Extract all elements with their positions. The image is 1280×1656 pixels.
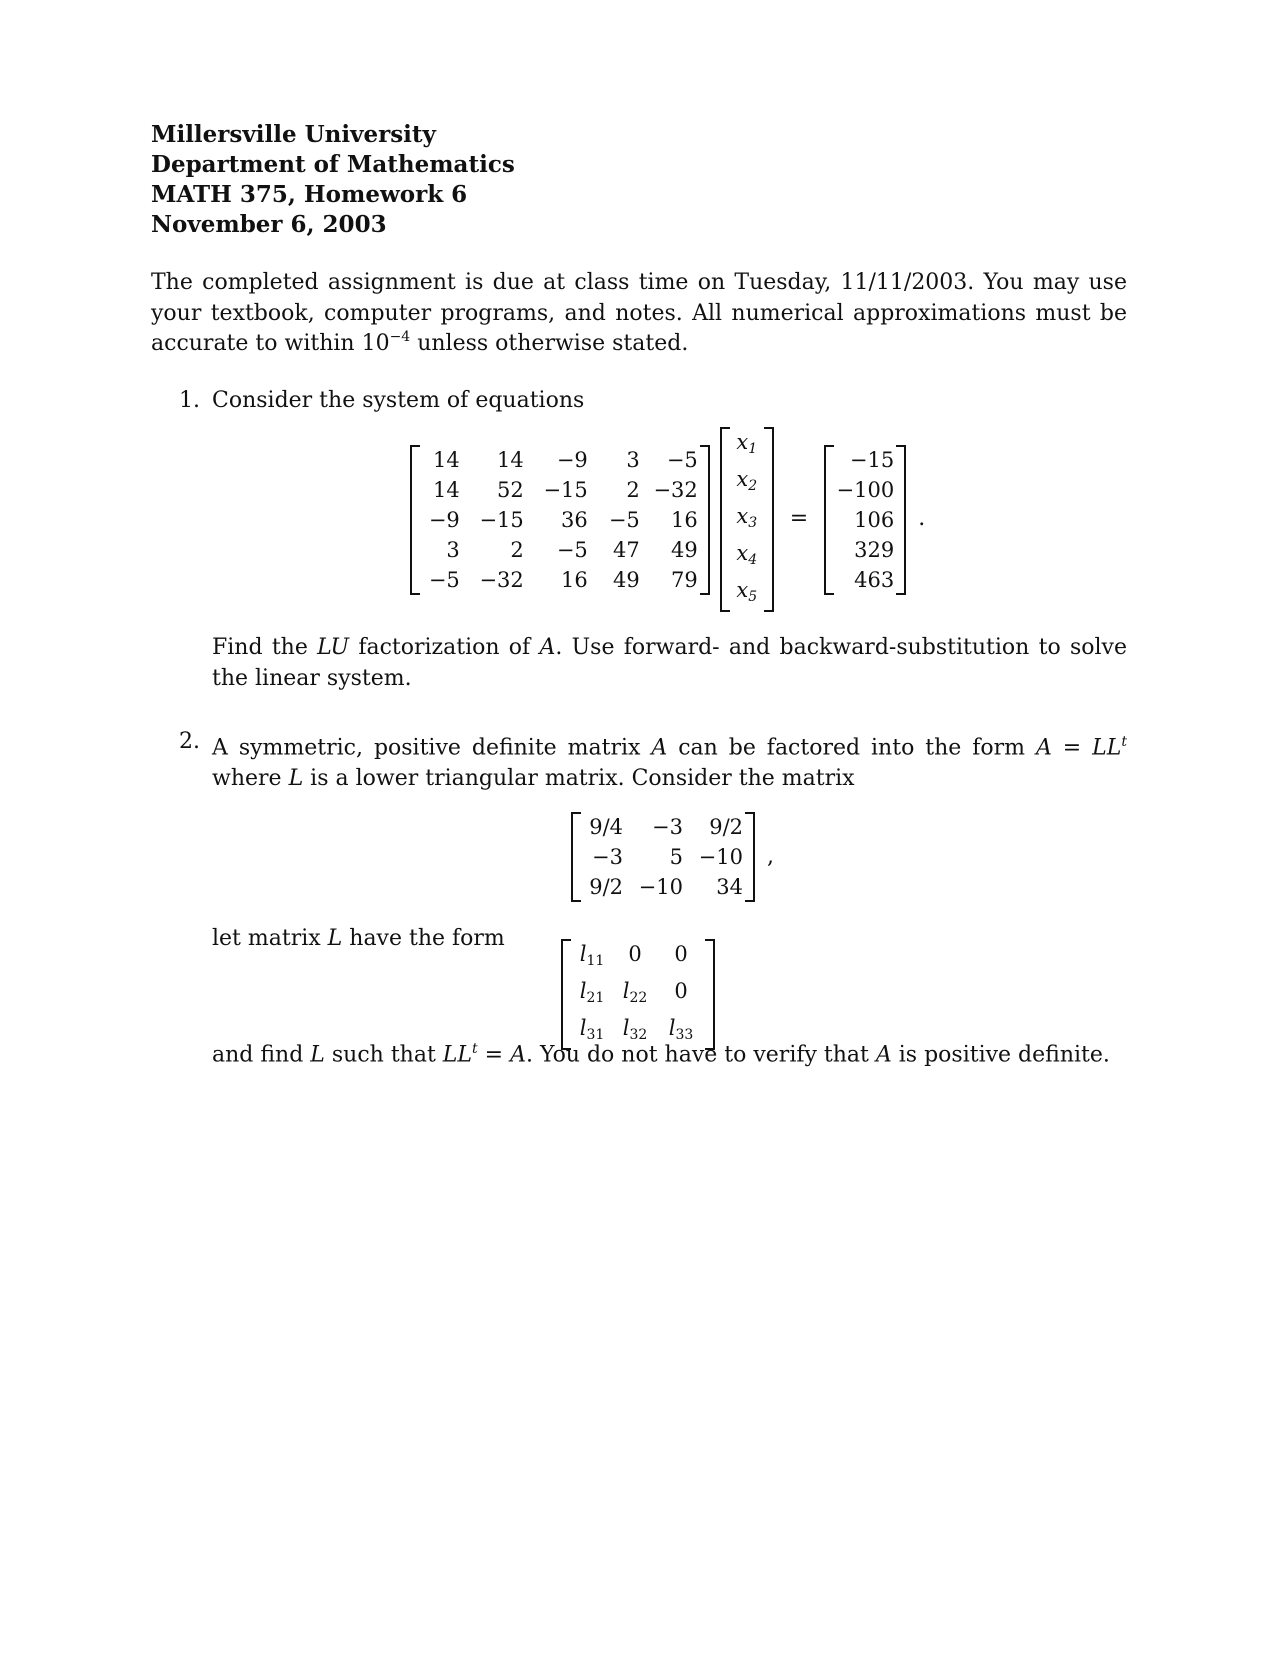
matrix-A-cell: −5	[666, 447, 698, 472]
matrix-L-cell: $l_{11}$	[579, 942, 605, 970]
problem-2	[151, 727, 1127, 1071]
problem-1-instruction: Find the LU factorization of A. Use forward- and backward-substitution to solve the linear system.	[212, 635, 1127, 691]
matrix-A-cell: 36	[561, 507, 588, 532]
vector-b	[824, 445, 906, 595]
problem-2-number: 2.	[179, 729, 200, 754]
matrix-S-cell: 34	[716, 875, 743, 900]
matrix-A	[410, 445, 710, 595]
vector-x-entry: $x_5$	[736, 578, 758, 605]
matrix-A-cell: −32	[479, 567, 524, 592]
problem-2-lead: A symmetric, positive definite matrix A can be factored into the form $A = LL^t$ where L is a lower triangular matrix. Consider the matrix	[212, 734, 1127, 791]
matrix-S-cell: −3	[652, 815, 683, 840]
matrix-A-cell: −9	[556, 447, 588, 472]
matrix-L-cell: $l_{21}$	[579, 979, 605, 1007]
vector-b-cell: −100	[836, 477, 895, 502]
vector-x-entry: $x_4$	[736, 541, 758, 568]
problem-1-number: 1.	[179, 387, 200, 413]
matrix-A-cell: 52	[497, 477, 524, 502]
matrix-A-cell: 47	[613, 537, 640, 562]
problem-1-lead: Consider the system of equations	[212, 387, 585, 413]
matrix-A-cell: 49	[613, 567, 640, 592]
header-date: November 6, 2003	[151, 211, 387, 238]
matrix-A-cell: 2	[510, 537, 524, 562]
matrix-A-cell: 2	[626, 477, 640, 502]
matrix-S-cell: 9/2	[589, 875, 623, 900]
matrix-S-comma: ,	[767, 844, 774, 870]
header-university: Millersville University	[151, 121, 436, 148]
problem-1	[151, 386, 1127, 695]
matrix-A-cell: −32	[653, 477, 698, 502]
matrix-L-cell: 0	[674, 942, 688, 967]
homework-page	[151, 120, 1127, 1071]
matrix-A-cell: 3	[446, 537, 460, 562]
equals-sign: =	[789, 506, 809, 532]
matrix-S-cell: −3	[592, 845, 623, 870]
vector-b-cell: −15	[849, 447, 895, 472]
symmetric-matrix-row	[218, 812, 1127, 902]
matrix-S-cell: −10	[698, 845, 743, 870]
matrix-A-cell: −9	[428, 507, 460, 532]
matrix-L-cell: 0	[628, 942, 642, 967]
matrix-S-cell: 9/4	[589, 815, 623, 840]
lower-matrix-section	[212, 924, 1127, 1044]
matrix-L-cell: $l_{22}$	[622, 979, 648, 1007]
matrix-A-cell: 14	[433, 447, 460, 472]
let-matrix-text: let matrix L have the form	[212, 926, 505, 952]
matrix-L-cell: $l_{32}$	[622, 1016, 648, 1044]
matrix-A-cell: −15	[479, 507, 524, 532]
vector-b-cell: 463	[854, 567, 895, 592]
matrix-L-cell: 0	[674, 979, 688, 1004]
matrix-A-cell: 14	[497, 447, 524, 472]
vector-x-entry: $x_3$	[736, 504, 758, 531]
intro-paragraph: The completed assignment is due at class time on Tuesday, 11/11/2003. You may use your textbook, computer programs, and notes. All numerical approximations must be accurate to within $10^{-4}$ unless otherwise stated.	[151, 270, 1127, 356]
matrix-L-cell: $l_{31}$	[579, 1016, 605, 1044]
matrix-A-cell: 14	[433, 477, 460, 502]
matrix-A-cell: −5	[428, 567, 460, 592]
matrix-A-cell: 79	[671, 567, 698, 592]
header-course: MATH 375, Homework 6	[151, 181, 468, 208]
matrix-S-cell: 9/2	[709, 815, 743, 840]
matrix-S-cell: −10	[638, 875, 683, 900]
vector-x	[720, 427, 774, 612]
vector-b-cell: 106	[854, 507, 895, 532]
matrix-A-cell: −15	[543, 477, 588, 502]
matrix-S	[571, 812, 755, 902]
document-header	[151, 120, 1127, 240]
linear-system-equation	[208, 427, 1127, 612]
matrix-A-cell: 3	[626, 447, 640, 472]
matrix-A-cell: 49	[671, 537, 698, 562]
matrix-L	[561, 939, 715, 1050]
matrix-A-cell: 16	[671, 507, 698, 532]
vector-b-cell: 329	[854, 537, 895, 562]
equation-period: .	[918, 506, 926, 532]
intro-exponent: −4	[389, 329, 411, 345]
matrix-A-cell: −5	[556, 537, 588, 562]
matrix-S-cell: 5	[669, 845, 683, 870]
matrix-A-cell: 16	[561, 567, 588, 592]
matrix-L-cell: $l_{33}$	[668, 1016, 694, 1044]
problem-2-instruction: and find L such that $LL^t = A$. You do not have to verify that A is positive definite.	[212, 1041, 1110, 1068]
vector-x-entry: $x_2$	[736, 467, 758, 494]
vector-x-entry: $x_1$	[736, 430, 758, 457]
matrix-A-cell: −5	[608, 507, 640, 532]
header-department: Department of Mathematics	[151, 151, 515, 178]
